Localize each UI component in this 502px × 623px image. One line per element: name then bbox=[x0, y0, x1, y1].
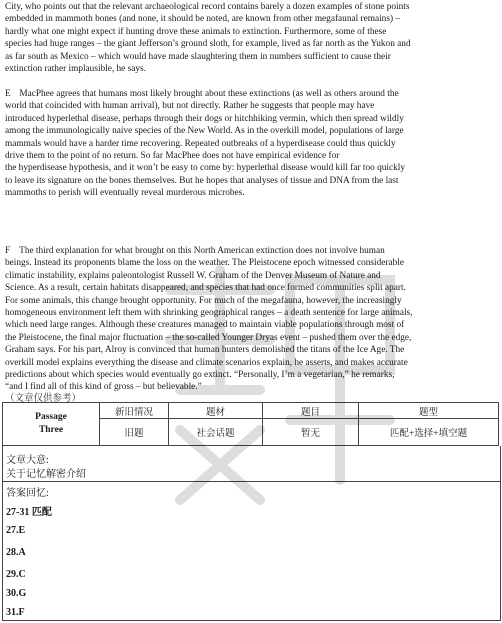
text-line: beings. Instead its proponents blame the loss on the weather. The Pleistocene epoch witnessed considerable bbox=[5, 258, 404, 269]
header-cell: 题目 bbox=[263, 403, 359, 419]
text-line: among the immunologically naive species of the New World. As in the overkill model, populations of large bbox=[5, 126, 404, 137]
paragraph-continuation bbox=[5, 1, 497, 75]
text-line: species had huge ranges – the giant Jefferson’s ground sloth, for example, lived as far north as the Yukon and bbox=[5, 39, 411, 50]
header-cell: 新旧情况 bbox=[100, 403, 169, 419]
paragraph-f bbox=[5, 245, 497, 394]
text-line: to leave its signature on the bones themselves. But he hopes that analyses of tissue and DNA from the last bbox=[5, 175, 399, 186]
value-cell: 匹配+选择+填空题 bbox=[359, 419, 499, 446]
text-line: extinction rather implausible, he says. bbox=[5, 64, 146, 75]
summary-section bbox=[2, 446, 501, 482]
text-line: For some animals, this change brought opportunity. For much of the megafauna, however, the increasingly bbox=[5, 295, 402, 306]
text-line: world that coincided with human arrival), but not directly. Rather he suggests that people may have bbox=[5, 101, 375, 112]
text-line: Science. As a result, certain habitats disappeared, and species that had once formed communities split apart. bbox=[5, 283, 406, 294]
text-line: City, who points out that the relevant archaeological record contains barely a dozen examples of stone points bbox=[5, 2, 410, 12]
text-line bbox=[5, 88, 497, 100]
text-line: the Pleistocene, the final major fluctuation – the so-called Younger Dryas event – pushed them over the edge, bbox=[5, 332, 412, 343]
text-line: mammoths to perish will eventually reveal murderous microbes. bbox=[5, 188, 245, 199]
answer-item: 31.F bbox=[6, 607, 25, 618]
paragraph-letter: E bbox=[5, 89, 11, 99]
text-line: “and I find all of this kind of gross – but believable.” bbox=[5, 382, 202, 393]
passage-label: Passage bbox=[35, 412, 67, 422]
text-span: MacPhee agrees that humans most likely brought about these extinctions (as well as others around the bbox=[19, 89, 399, 99]
text-line: mammals would have a harder time recovering. Repeated outbreaks of a hyperdisease could thus quickly bbox=[5, 138, 396, 149]
passage-label-cell bbox=[3, 403, 100, 446]
reference-note: （文章仅供参考） bbox=[5, 394, 82, 404]
header-cell: 题型 bbox=[359, 403, 499, 419]
text-line: homogeneous environment left them with shrinking geographical ranges – a death sentence for large animals, bbox=[5, 308, 413, 319]
value-cell: 旧题 bbox=[100, 419, 169, 446]
value-cell: 社会话题 bbox=[169, 419, 263, 446]
text-line: introduced hyperlethal disease, perhaps through their dogs or hitchhiking vermin, which then spread wildly bbox=[5, 113, 404, 124]
answers-section bbox=[2, 481, 501, 621]
summary-text: 关于记忆解密介绍 bbox=[6, 469, 86, 480]
text-line: predictions about which species would eventually go extinct. “Personally, I’m a vegetarian,” he remarks, bbox=[5, 370, 395, 381]
paragraph-e bbox=[5, 88, 497, 200]
passage-info-table bbox=[2, 402, 499, 446]
answer-item: 29.C bbox=[6, 569, 26, 580]
text-span: The third explanation for what brought on this North American extinction does not involve human bbox=[19, 246, 385, 256]
summary-title: 文章大意: bbox=[6, 455, 49, 466]
text-line bbox=[5, 245, 497, 257]
text-line: which need large ranges. Although these creatures managed to maintain viable populations through most of bbox=[5, 320, 405, 331]
text-line: climatic instability, explains paleontologist Russell W. Graham of the Denver Museum of Nature and bbox=[5, 270, 381, 281]
text-line: as far south as Mexico – which would have made slaughtering them in numbers sufficient to cause their bbox=[5, 51, 391, 62]
answers-title: 答案回忆: bbox=[6, 488, 49, 499]
answer-item: 30.G bbox=[6, 588, 27, 599]
paragraph-letter: F bbox=[5, 246, 11, 256]
answer-item: 27-31 匹配 bbox=[6, 507, 52, 518]
text-line: overkill model explains everything the disease and climate scenarios explain, he asserts, and makes accurate bbox=[5, 357, 408, 368]
text-line: Graham says. For his part, Alroy is convinced that human hunters demolished the titans of the Ice Age. The bbox=[5, 345, 405, 356]
text-line: embedded in mammoth bones (and none, it should be noted, are known from other megafaunal remains) – bbox=[5, 14, 401, 25]
value-cell: 暂无 bbox=[263, 419, 359, 446]
answer-item: 27.E bbox=[6, 525, 26, 536]
passage-number: Three bbox=[38, 425, 64, 435]
text-line: the hyperdisease hypothesis, and it won’t be easy to come by: hyperlethal disease would kill far too quickly bbox=[5, 163, 406, 174]
header-cell: 题材 bbox=[169, 403, 263, 419]
text-line: drive them to the point of no return. So far MacPhee does not have empirical evidence for bbox=[5, 151, 340, 162]
answer-item: 28.A bbox=[6, 547, 26, 558]
text-line: hardly what one might expect if hunting drove these animals to extinction. Furthermore, some of these bbox=[5, 26, 387, 37]
